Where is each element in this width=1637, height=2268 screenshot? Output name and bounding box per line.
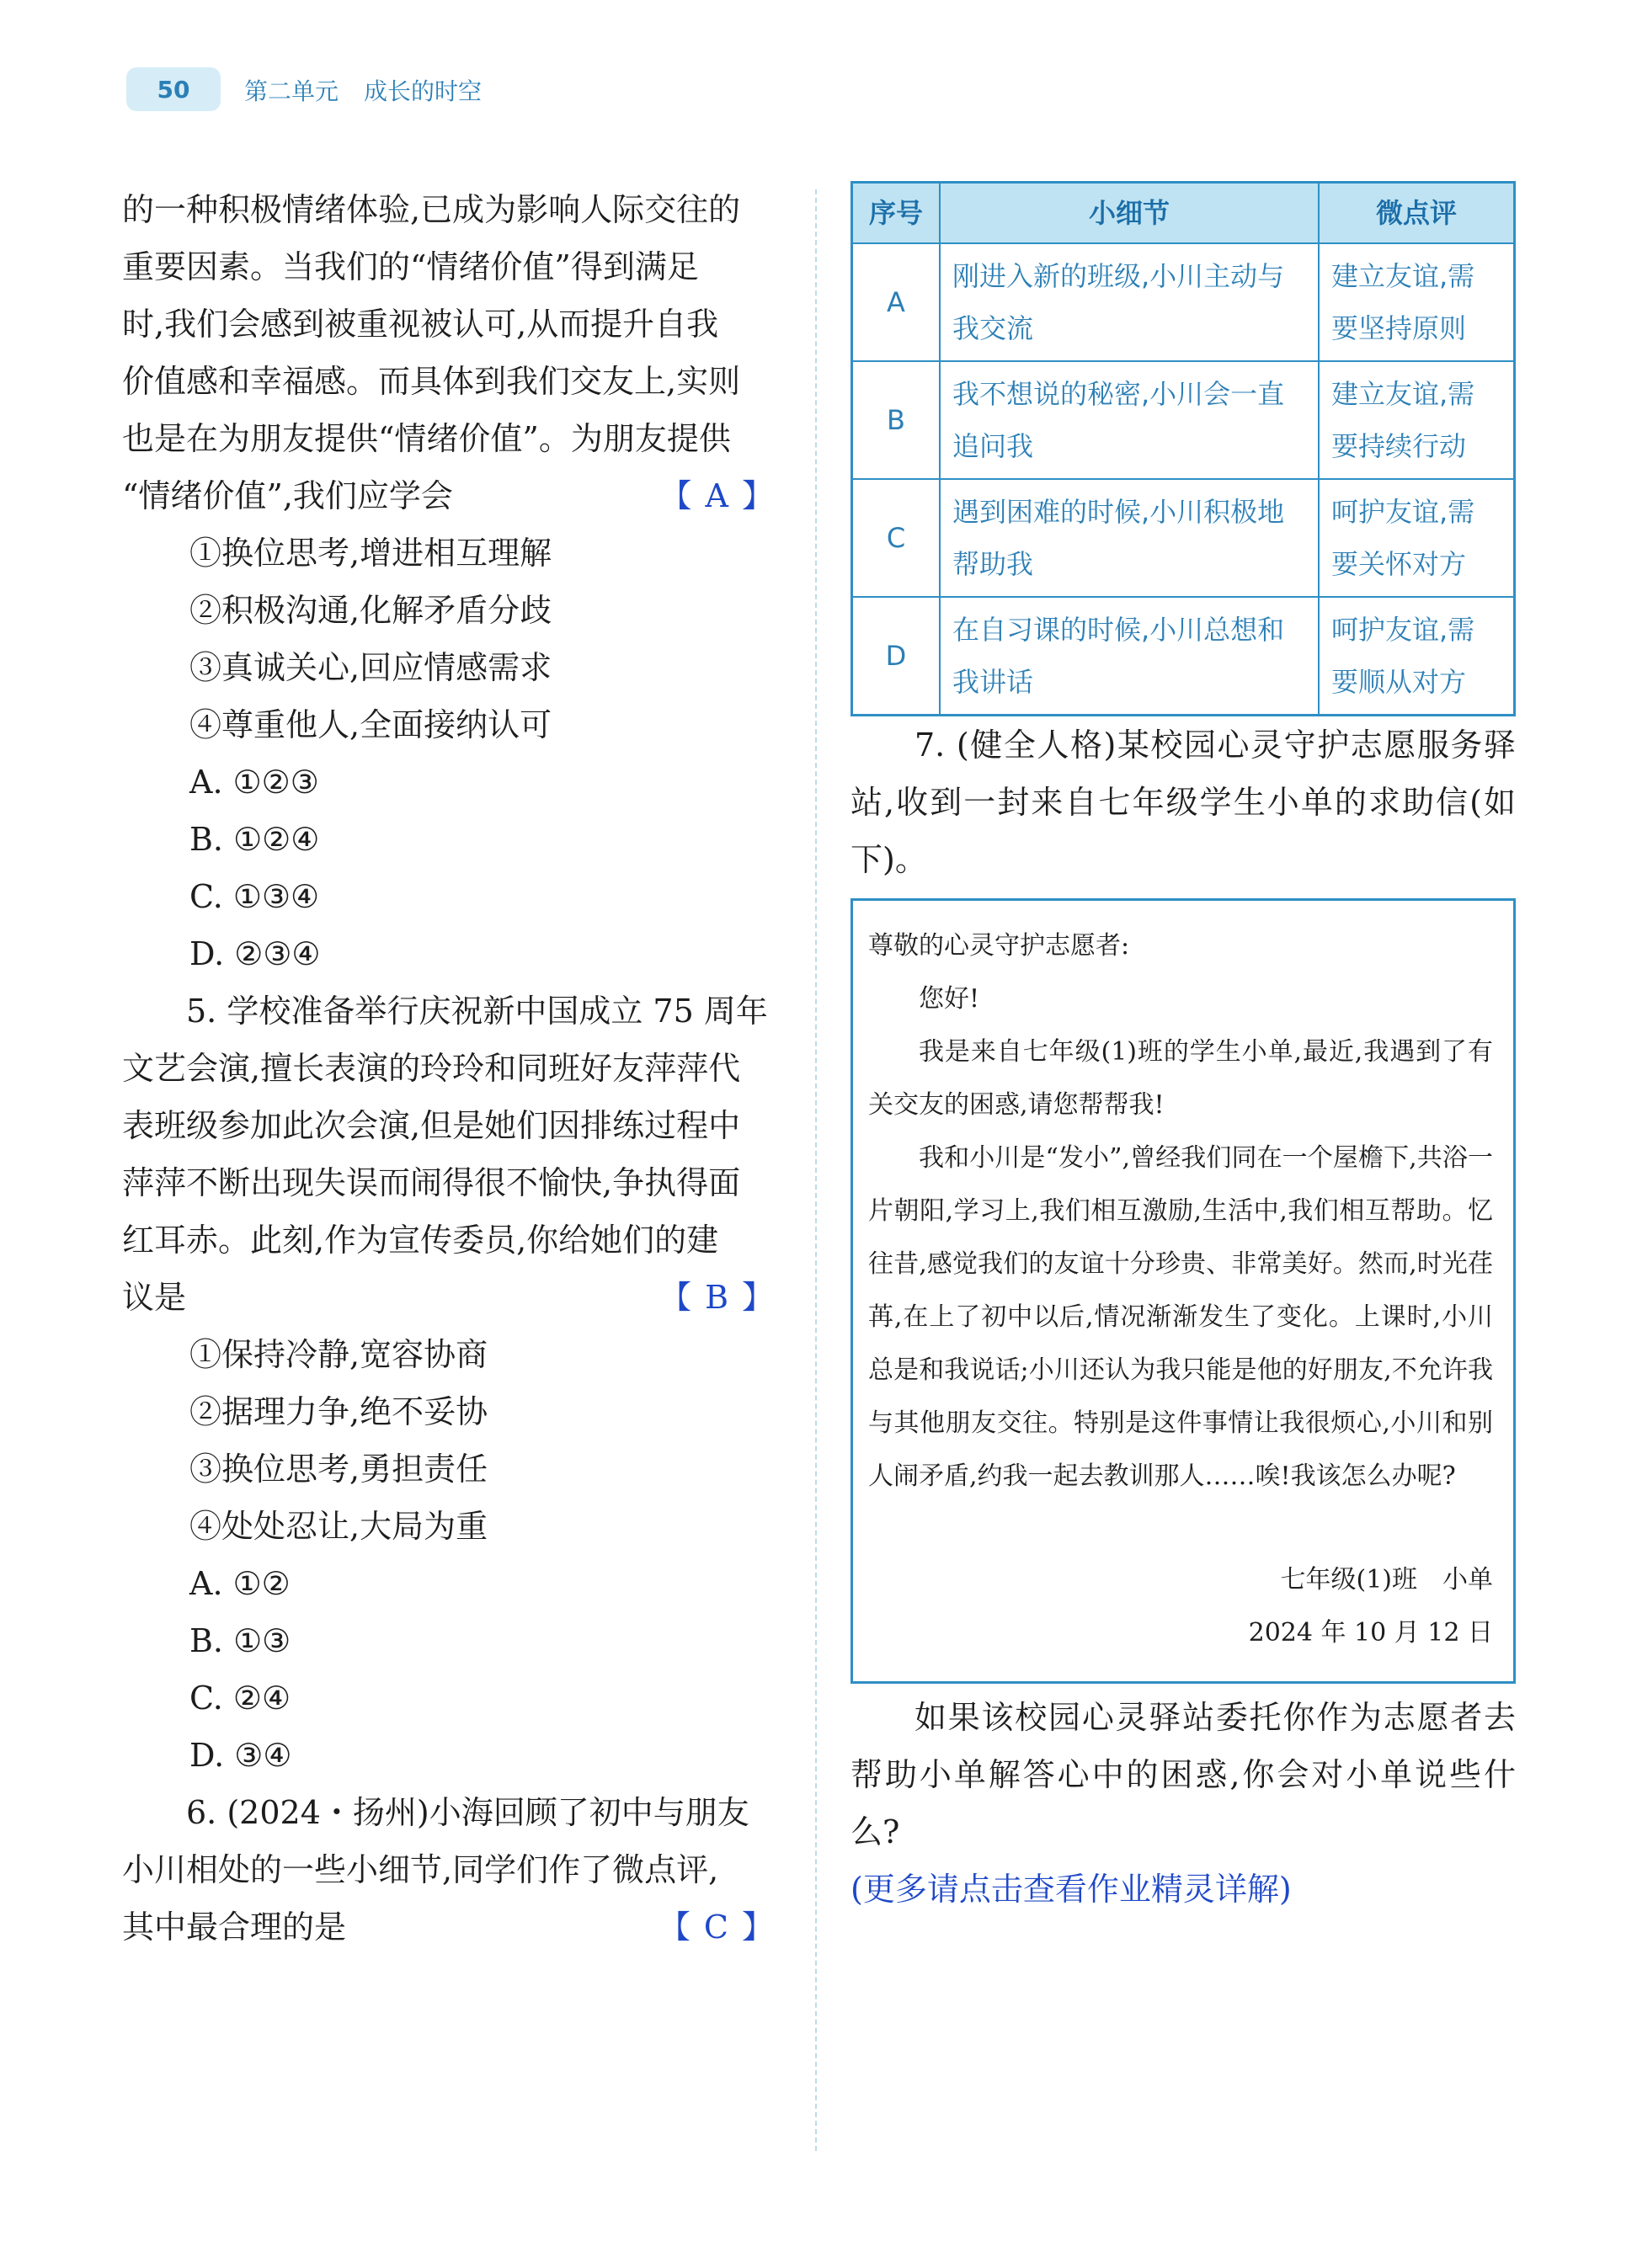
q5-option: A. ①② xyxy=(189,1565,291,1602)
q4-option: A. ①②③ xyxy=(189,764,319,801)
help-letter xyxy=(850,898,1516,1684)
header-index: 序号 xyxy=(852,183,941,244)
header-detail: 小细节 xyxy=(940,183,1319,244)
left-column xyxy=(122,181,787,1956)
unit-label: 第二单元 xyxy=(244,77,339,105)
q5-statement: ②据理力争,绝不妥协 xyxy=(189,1393,488,1430)
row-comment: 建立友谊,需要坚持原则 xyxy=(1319,243,1515,361)
table-row xyxy=(852,361,1515,479)
letter-paragraph: 我是来自七年级(1)班的学生小单,最近,我遇到了有关交友的困惑,请您帮帮我! xyxy=(868,1037,1493,1120)
q5-statement: ④处处忍让,大局为重 xyxy=(189,1508,488,1545)
page-number: 50 xyxy=(126,67,221,111)
row-comment: 呵护友谊,需要顺从对方 xyxy=(1319,597,1515,716)
q5-line: 表班级参加此次会演,但是她们因排练过程中 xyxy=(122,1107,741,1144)
q6-line: 6. (2024・扬州)小海回顾了初中与朋友 xyxy=(186,1794,749,1831)
header-comment: 微点评 xyxy=(1319,183,1515,244)
q5-line: 红耳赤。此刻,作为宣传委员,你给她们的建 xyxy=(122,1222,719,1259)
q5-option: D. ③④ xyxy=(189,1737,292,1774)
row-comment: 建立友谊,需要持续行动 xyxy=(1319,361,1515,479)
detail-table xyxy=(850,181,1516,716)
row-index: D xyxy=(852,597,941,716)
q4-tail: “情绪价值”,我们应学会 xyxy=(122,477,453,514)
q4-line: 也是在为朋友提供“情绪价值”。为朋友提供 xyxy=(122,420,731,457)
q5-line: 文艺会演,擅长表演的玲玲和同班好友萍萍代 xyxy=(122,1050,741,1087)
q4-option: B. ①②④ xyxy=(189,821,320,858)
q6-answer: 【C】 xyxy=(658,1909,787,1946)
q5-statement: ①保持冷静,宽容协商 xyxy=(189,1336,488,1373)
q5-line: 萍萍不断出现失误而闹得很不愉快,争执得面 xyxy=(122,1164,741,1201)
q5-tail: 议是 xyxy=(122,1279,187,1316)
q5-line: 5. 学校准备举行庆祝新中国成立 75 周年 xyxy=(186,993,768,1030)
row-detail: 在自习课的时候,小川总想和我讲话 xyxy=(940,597,1319,716)
q5-answer: 【B】 xyxy=(659,1279,787,1316)
q4-stem-end xyxy=(122,467,787,524)
q5-option: B. ①③ xyxy=(189,1622,291,1659)
q5-stem-end xyxy=(122,1269,787,1326)
q5-statement: ③换位思考,勇担责任 xyxy=(189,1451,488,1488)
q4-statement: ④尊重他人,全面接纳认可 xyxy=(189,706,552,743)
q7-question: 如果该校园心灵驿站委托你作为志愿者去帮助小单解答心中的困惑,你会对小单说些什么? xyxy=(850,1699,1516,1850)
letter-greeting: 您好! xyxy=(919,984,980,1014)
q4-statement: ②积极沟通,化解矛盾分歧 xyxy=(189,592,552,629)
right-column xyxy=(850,181,1516,1918)
unit-name: 成长的时空 xyxy=(364,77,483,105)
q6-stem-end xyxy=(122,1898,787,1956)
table-row xyxy=(852,243,1515,361)
q4-line: 价值感和幸福感。而具体到我们交友上,实则 xyxy=(122,363,741,400)
q6-tail: 其中最合理的是 xyxy=(122,1909,347,1946)
q4-line: 重要因素。当我们的“情绪价值”得到满足 xyxy=(122,248,699,285)
letter-date: 2024 年 10 月 12 日 xyxy=(1248,1618,1493,1648)
q4-statement: ③真诚关心,回应情感需求 xyxy=(189,649,552,686)
q4-option: D. ②③④ xyxy=(189,935,321,972)
q5-option: C. ②④ xyxy=(189,1680,291,1717)
row-index: C xyxy=(852,479,941,597)
letter-salutation: 尊敬的心灵守护志愿者: xyxy=(868,931,1130,961)
q4-statement: ①换位思考,增进相互理解 xyxy=(189,535,552,572)
row-index: A xyxy=(852,243,941,361)
row-detail: 我不想说的秘密,小川会一直追问我 xyxy=(940,361,1319,479)
q4-line: 的一种积极情绪体验,已成为影响人际交往的 xyxy=(122,191,741,228)
q7-intro: 7. (健全人格)某校园心灵守护志愿服务驿站,收到一封来自七年级学生小单的求助信(如下)。 xyxy=(850,727,1516,878)
q4-option: C. ①③④ xyxy=(189,878,320,915)
column-divider xyxy=(815,189,817,2151)
table-row xyxy=(852,597,1515,716)
letter-signature: 七年级(1)班 小单 xyxy=(1280,1565,1493,1595)
row-detail: 遇到困难的时候,小川积极地帮助我 xyxy=(940,479,1319,597)
unit-title xyxy=(244,71,482,109)
table-header-row xyxy=(852,183,1515,244)
table-row xyxy=(852,479,1515,597)
row-comment: 呵护友谊,需要关怀对方 xyxy=(1319,479,1515,597)
q6-line: 小川相处的一些小细节,同学们作了微点评, xyxy=(122,1851,719,1888)
q4-line: 时,我们会感到被重视被认可,从而提升自我 xyxy=(122,306,719,343)
row-index: B xyxy=(852,361,941,479)
row-detail: 刚进入新的班级,小川主动与我交流 xyxy=(940,243,1319,361)
letter-paragraph: 我和小川是“发小”,曾经我们同在一个屋檐下,共浴一片朝阳,学习上,我们相互激励,生活中,我们相互帮助。忆往昔,感觉我们的友谊十分珍贵、非常美好。然而,时光荏苒,在上了初中以后,情况渐渐发生了变化。上课时,小川总是和我说话;小川还认为我只能是他的好朋友,不允许我与其他朋友交往。特别是这件事情让我很烦心,小川和别人闹矛盾,约我一起去教训那人……唉!我该怎么办呢? xyxy=(868,1143,1493,1491)
q4-answer: 【A】 xyxy=(659,477,787,514)
more-details-link[interactable]: (更多请点击查看作业精灵详解) xyxy=(850,1871,1292,1908)
